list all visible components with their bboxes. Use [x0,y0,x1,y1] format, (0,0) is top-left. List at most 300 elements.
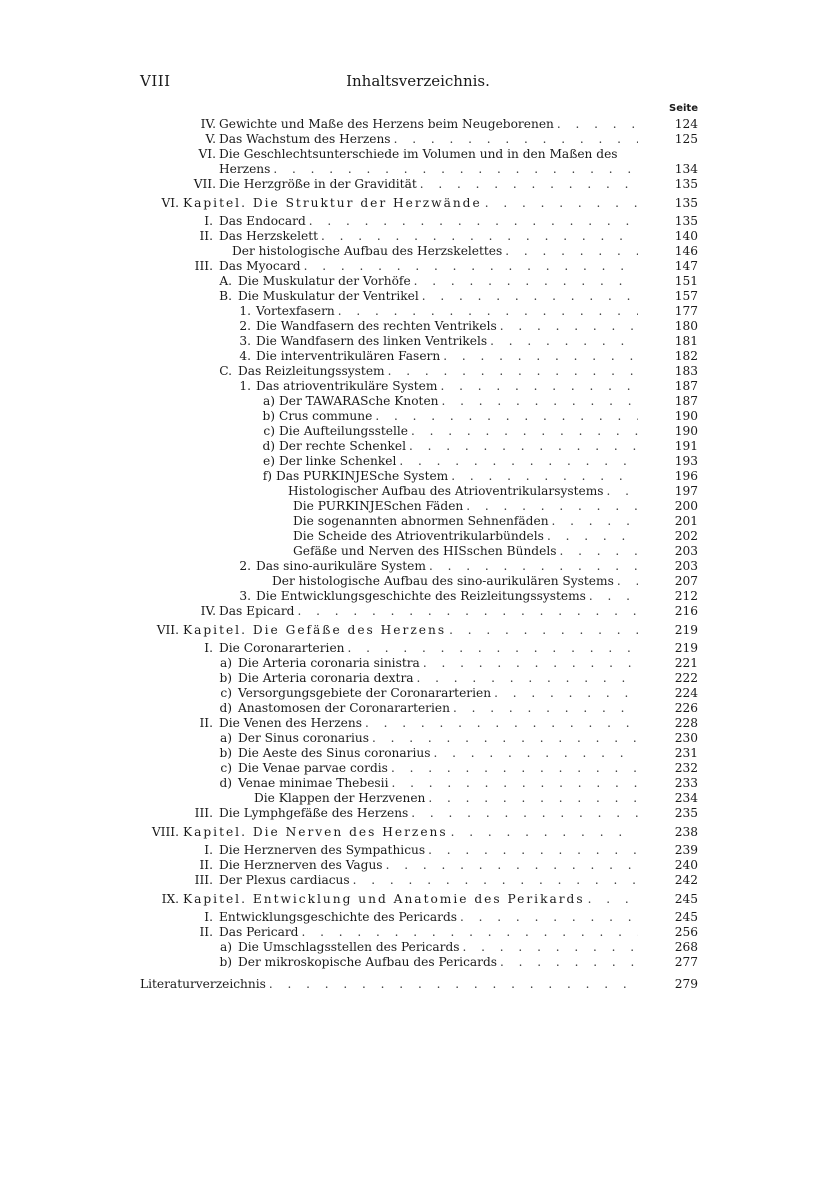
toc-entry-number: III. [194,873,213,887]
toc-entry-number: III. [194,259,213,273]
toc-dot-leader [428,791,638,806]
toc-entry-title-text: Entwicklungsgeschichte des Pericards [219,910,458,924]
toc-entry-row [0,439,840,454]
toc-dot-leader [348,641,638,656]
toc-entry-number: B. [219,289,232,303]
toc-entry-title [238,746,640,761]
toc-entry-title [279,394,640,409]
toc-entry-title [219,259,640,274]
toc-dot-leader [353,873,638,888]
toc-page-number: 245 [674,892,698,906]
toc-entry-title [238,671,640,686]
toc-entry-number: c) [263,424,275,438]
toc-dot-leader [411,424,638,439]
toc-entry-title-text: Die Venen des Herzens [219,716,362,730]
toc-chapter-row [0,623,840,638]
toc-entry-number: I. [204,641,213,655]
toc-page-number: 190 [674,424,698,438]
toc-dot-leader [365,716,638,731]
toc-entry-title-text: Venae minimae Thebesii [238,776,389,790]
toc-entry-row [0,955,840,970]
toc-entry-title [219,910,640,925]
toc-dot-leader [453,701,638,716]
toc-entry-number: c) [220,761,232,775]
toc-page-number: 157 [674,289,698,303]
toc-dot-leader [559,544,638,559]
toc-entry-title [288,484,640,499]
toc-page-number: 135 [674,196,698,210]
toc-entry-title [256,589,640,604]
toc-entry-number: 4. [239,349,251,363]
toc-entry-title-text: Die Herzgröße in der Gravidität [219,177,417,191]
toc-entry-title [183,825,640,840]
toc-entry-row [0,791,840,806]
toc-page-number: 196 [674,469,698,483]
toc-page-number: 182 [674,349,698,363]
toc-page-number: 230 [674,731,698,745]
toc-entry-title [256,334,640,349]
toc-entry-title [276,469,640,484]
toc-page-number: 240 [674,858,698,872]
toc-entry-title-text: Die Herznerven des Sympathicus [219,843,426,857]
toc-entry-number: b) [219,671,232,685]
toc-entry-title-text: Die Wandfasern des rechten Ventrikels [256,319,497,333]
toc-entry-title-text: Das sino-aurikuläre System [256,559,426,573]
toc-entry-title [219,162,640,177]
toc-page-number: 245 [674,910,698,924]
toc-entry-title [219,858,640,873]
toc-entry-title-text: Das PURKINJESche System [276,469,449,483]
toc-dot-leader [617,574,638,589]
toc-dot-leader [414,274,638,289]
toc-entry-number: a) [219,731,232,745]
toc-entry-title [238,955,640,970]
toc-entry-title-text: Der histologische Aufbau des Herzskelettes [232,244,503,258]
toc-entry-title [279,409,640,424]
toc-entry-row [0,940,840,955]
toc-entry-number: a) [219,940,232,954]
toc-dot-leader [429,559,638,574]
toc-entry-title-text: Der histologische Aufbau des sino-aurikulären Systems [272,574,614,588]
toc-entry-row [0,454,840,469]
toc-entry-title [140,977,640,992]
toc-entry-number: III. [194,806,213,820]
toc-entry-title-text: Die Scheide des Atrioventrikularbündels [293,529,544,543]
toc-entry-row [0,761,840,776]
toc-dot-leader [309,214,638,229]
toc-dot-leader [443,349,638,364]
toc-entry-title-text: Die Herznerven des Vagus [219,858,383,872]
toc-entry-title-text: Kapitel. Entwicklung und Anatomie des Perikards [183,892,585,906]
toc-dot-leader [338,304,638,319]
toc-entry-number: IV. [200,604,216,618]
toc-page-number: 135 [674,214,698,228]
toc-entry-number: d) [219,701,232,715]
toc-entry-title-text: Die Geschlechtsunterschiede im Volumen und in den Maßen des [219,147,618,161]
toc-page-number: 134 [674,162,698,176]
toc-entry-row [0,304,840,319]
toc-entry-title-text: Der TAWARASche Knoten [279,394,439,408]
toc-entry-row [0,379,840,394]
toc-dot-leader [589,589,638,604]
toc-dot-leader [451,469,638,484]
toc-dot-leader [409,439,638,454]
toc-page-number: 124 [674,117,698,131]
toc-page-number: 224 [674,686,698,700]
toc-entry-title [238,686,640,701]
toc-chapter-row [0,825,840,840]
toc-entry-row [0,746,840,761]
toc-entry-number: II. [199,716,213,730]
toc-dot-leader [494,686,638,701]
toc-page-number: 135 [674,177,698,191]
toc-entry-number: V. [205,132,216,146]
toc-page-number: 183 [674,364,698,378]
toc-entry-title [279,439,640,454]
toc-entry-title-text: Das atrioventrikuläre System [256,379,438,393]
toc-page-number: 216 [674,604,698,618]
toc-entry-title-text: Die PURKINJESchen Fäden [293,499,464,513]
toc-entry-number: VII. [193,177,216,191]
toc-entry-number: I. [204,843,213,857]
toc-entry-title [238,656,640,671]
toc-entry-row [0,349,840,364]
toc-page-number: 235 [674,806,698,820]
toc-entry-title-text: Die Muskulatur der Ventrikel [238,289,419,303]
toc-page-number: 201 [674,514,698,528]
toc-entry-title [256,304,640,319]
toc-page-number: 207 [674,574,698,588]
toc-page-number: 222 [674,671,698,685]
toc-dot-leader [273,162,638,177]
toc-entry-row [0,701,840,716]
toc-entry-row [0,132,840,147]
toc-entry-number: b) [219,746,232,760]
page-title: Inhaltsverzeichnis. [346,72,490,90]
toc-dot-leader [500,319,638,334]
toc-page-number: 279 [674,977,698,991]
toc-entry-title [183,196,640,211]
toc-entry-number: IV. [200,117,216,131]
toc-entry-number: 3. [239,589,251,603]
toc-entry-title-text: Das Endocard [219,214,306,228]
page-number: VIII [140,72,171,90]
toc-entry-row [0,364,840,379]
toc-entry-title-text: Der Sinus coronarius [238,731,370,745]
toc-entry-row [0,244,840,259]
toc-entry-title-text: Die interventrikulären Fasern [256,349,441,363]
toc-entry-number: II. [199,925,213,939]
toc-dot-leader [440,379,638,394]
toc-entry-title [219,641,640,656]
toc-entry-title-text: Kapitel. Die Struktur der Herzwände [183,196,482,210]
toc-dot-leader [434,746,639,761]
toc-entry-title-text: Das Myocard [219,259,301,273]
toc-entry-title [256,349,640,364]
toc-entry-row [0,641,840,656]
toc-dot-leader [372,731,638,746]
toc-entry-row [0,589,840,604]
toc-page-number: 193 [674,454,698,468]
toc-dot-leader [490,334,638,349]
toc-entry-row [0,731,840,746]
toc-entry-row [0,162,840,177]
toc-entry-number: d) [262,439,275,453]
toc-page-number: 268 [674,940,698,954]
toc-page-number: 180 [674,319,698,333]
toc-entry-number: 2. [239,559,251,573]
toc-dot-leader [391,776,638,791]
toc-entry-title-text: Der mikroskopische Aufbau des Pericards [238,955,498,969]
toc-entry-row [0,977,840,992]
toc-entry-title-text: Literaturverzeichnis [140,977,266,991]
toc-entry-row [0,559,840,574]
toc-entry-title [183,623,640,638]
toc-entry-title [238,776,640,791]
toc-entry-title-text: Kapitel. Die Nerven des Herzens [183,825,448,839]
toc-dot-leader [297,604,638,619]
toc-entry-number: C. [219,364,232,378]
toc-page-number: 191 [674,439,698,453]
toc-page-number: 242 [674,873,698,887]
toc-entry-row [0,671,840,686]
toc-entry-title-text: Die Umschlagsstellen des Pericards [238,940,460,954]
toc-entry-title [219,117,640,132]
toc-dot-leader [388,364,638,379]
toc-dot-leader [500,955,638,970]
toc-page-number: 203 [674,559,698,573]
toc-page-number: 181 [674,334,698,348]
toc-entry-title [219,716,640,731]
toc-entry-title [293,514,640,529]
toc-entry-title-text: Die Arteria coronaria dextra [238,671,414,685]
toc-entry-title-text: Kapitel. Die Gefäße des Herzens [183,623,447,637]
toc-page-number: 226 [674,701,698,715]
toc-page-number: 234 [674,791,698,805]
toc-entry-title [219,843,640,858]
toc-chapter-row [0,196,840,211]
toc-entry-row [0,910,840,925]
toc-entry-title [219,177,640,192]
toc-chapter-row [0,892,840,907]
toc-entry-title-text: Gewichte und Maße des Herzens beim Neugeborenen [219,117,554,131]
toc-entry-row [0,259,840,274]
toc-entry-number: c) [220,686,232,700]
toc-entry-number: a) [219,656,232,670]
toc-entry-title-text: Die Muskulatur der Vorhöfe [238,274,411,288]
toc-entry-row [0,409,840,424]
toc-entry-row [0,656,840,671]
toc-entry-title-text: Gefäße und Nerven des HISschen Bündels [293,544,557,558]
toc-entry-row [0,858,840,873]
toc-entry-title [238,364,640,379]
toc-entry-title [219,806,640,821]
toc-entry-row [0,469,840,484]
toc-entry-title-text: Die Aufteilungsstelle [279,424,408,438]
toc-entry-title-text: Herzens [219,162,271,176]
toc-entry-row [0,274,840,289]
toc-entry-title [238,701,640,716]
toc-entry-row [0,529,840,544]
toc-entry-title-text: Das Herzskelett [219,229,319,243]
toc-entry-title [279,424,640,439]
toc-dot-leader [449,623,638,638]
toc-entry-number: I. [204,910,213,924]
toc-entry-title-text: Die Lymphgefäße des Herzens [219,806,409,820]
toc-page-number: 203 [674,544,698,558]
toc-page-number: 151 [674,274,698,288]
toc-entry-title [256,379,640,394]
toc-entry-number: d) [219,776,232,790]
toc-entry-title-text: Der linke Schenkel [279,454,397,468]
toc-entry-title [293,544,640,559]
toc-entry-title-text: Versorgungsgebiete der Coronararterien [238,686,492,700]
toc-entry-title-text: Crus commune [279,409,373,423]
toc-entry-title-text: Das Epicard [219,604,295,618]
toc-dot-leader [463,940,638,955]
toc-entry-title [219,604,640,619]
toc-entry-row [0,776,840,791]
toc-dot-leader [588,892,638,907]
toc-dot-leader [269,977,638,992]
toc-dot-leader [304,259,638,274]
toc-entry-title-text: Histologischer Aufbau des Atrioventrikularsystems [288,484,604,498]
toc-entry-title [219,229,640,244]
toc-page-number: 233 [674,776,698,790]
toc-entry-title [256,559,640,574]
toc-entry-row [0,574,840,589]
toc-page-number: 221 [674,656,698,670]
toc-dot-leader [428,843,638,858]
toc-entry-title-text: Das Pericard [219,925,299,939]
toc-entry-title [238,289,640,304]
toc-entry-title-text: Der rechte Schenkel [279,439,406,453]
toc-entry-number: 1. [239,379,251,393]
toc-entry-title-text: Die Entwicklungsgeschichte des Reizleitungssystems [256,589,586,603]
toc-entry-row [0,544,840,559]
toc-entry-number: e) [263,454,275,468]
toc-page-number: 200 [674,499,698,513]
toc-entry-row [0,484,840,499]
toc-entry-row [0,873,840,888]
toc-dot-leader [411,806,638,821]
toc-page-number: 277 [674,955,698,969]
toc-dot-leader [375,409,638,424]
toc-dot-leader [557,117,638,132]
toc-page-number: 146 [674,244,698,258]
toc-dot-leader [399,454,638,469]
toc-page-number: 238 [674,825,698,839]
page-column-label: Seite [669,103,698,114]
toc-entry-title [219,147,660,162]
toc-entry-title [183,892,640,907]
toc-entry-number: VI. [198,147,216,161]
toc-entry-title-text: Die Wandfasern des linken Ventrikels [256,334,488,348]
toc-entry-number: I. [204,214,213,228]
toc-entry-number: A. [219,274,232,288]
toc-dot-leader [386,858,638,873]
toc-entry-number: b) [262,409,275,423]
toc-entry-title [238,731,640,746]
toc-page-number: 202 [674,529,698,543]
toc-entry-title [238,940,640,955]
toc-page-number: 177 [674,304,698,318]
toc-entry-title [219,925,640,940]
toc-entry-title-text: Die Klappen der Herzvenen [254,791,426,805]
toc-entry-number: a) [262,394,275,408]
toc-page-number: 239 [674,843,698,857]
toc-entry-title [279,454,640,469]
toc-entry-title [254,791,640,806]
toc-entry-title-text: Vortexfasern [256,304,335,318]
toc-entry-title [219,132,640,147]
toc-entry-title [219,214,640,229]
toc-entry-title-text: Anastomosen der Coronararterien [238,701,450,715]
toc-dot-leader [451,825,638,840]
toc-entry-title [293,529,640,544]
toc-page-number: 190 [674,409,698,423]
toc-page-number: 197 [674,484,698,498]
toc-dot-leader [301,925,638,940]
toc-page-number: 219 [674,641,698,655]
toc-entry-row [0,394,840,409]
toc-dot-leader [547,529,638,544]
toc-page-number: 140 [674,229,698,243]
toc-entry-number: II. [199,229,213,243]
toc-dot-leader [321,229,638,244]
toc-page-number: 232 [674,761,698,775]
toc-entry-row [0,843,840,858]
toc-dot-leader [505,244,638,259]
toc-entry-number: IX. [161,892,179,906]
toc-entry-row [0,117,840,132]
toc-entry-row [0,334,840,349]
toc-entry-row [0,514,840,529]
toc-entry-number: 3. [239,334,251,348]
toc-entry-number: VIII. [151,825,179,839]
toc-entry-title [293,499,640,514]
toc-page-number: 231 [674,746,698,760]
toc-entry-row [0,716,840,731]
toc-entry-number: b) [219,955,232,969]
toc-entry-title-text: Die Arteria coronaria sinistra [238,656,420,670]
toc-entry-title [232,244,640,259]
toc-entry-title [256,319,640,334]
toc-entry-title [238,274,640,289]
toc-entry-row [0,229,840,244]
toc-entry-row [0,686,840,701]
toc-entry-title-text: Das Wachstum des Herzens [219,132,391,146]
toc-dot-leader [394,132,638,147]
toc-dot-leader [391,761,638,776]
toc-entry-title-text: Die sogenannten abnormen Sehnenfäden [293,514,549,528]
toc-entry-number: VII. [156,623,179,637]
toc-entry-title [219,873,640,888]
toc-page-number: 147 [674,259,698,273]
toc-page-number: 256 [674,925,698,939]
toc-entry-number: f) [262,469,272,483]
toc-entry-number: 2. [239,319,251,333]
toc-dot-leader [422,289,638,304]
toc-page-number: 212 [674,589,698,603]
toc-entry-row [0,499,840,514]
toc-dot-leader [417,671,638,686]
toc-entry-row [0,177,840,192]
toc-page-number: 219 [674,623,698,637]
toc-dot-leader [607,484,638,499]
toc-entry-title-text: Der Plexus cardiacus [219,873,350,887]
toc-entry-number: VI. [161,196,179,210]
